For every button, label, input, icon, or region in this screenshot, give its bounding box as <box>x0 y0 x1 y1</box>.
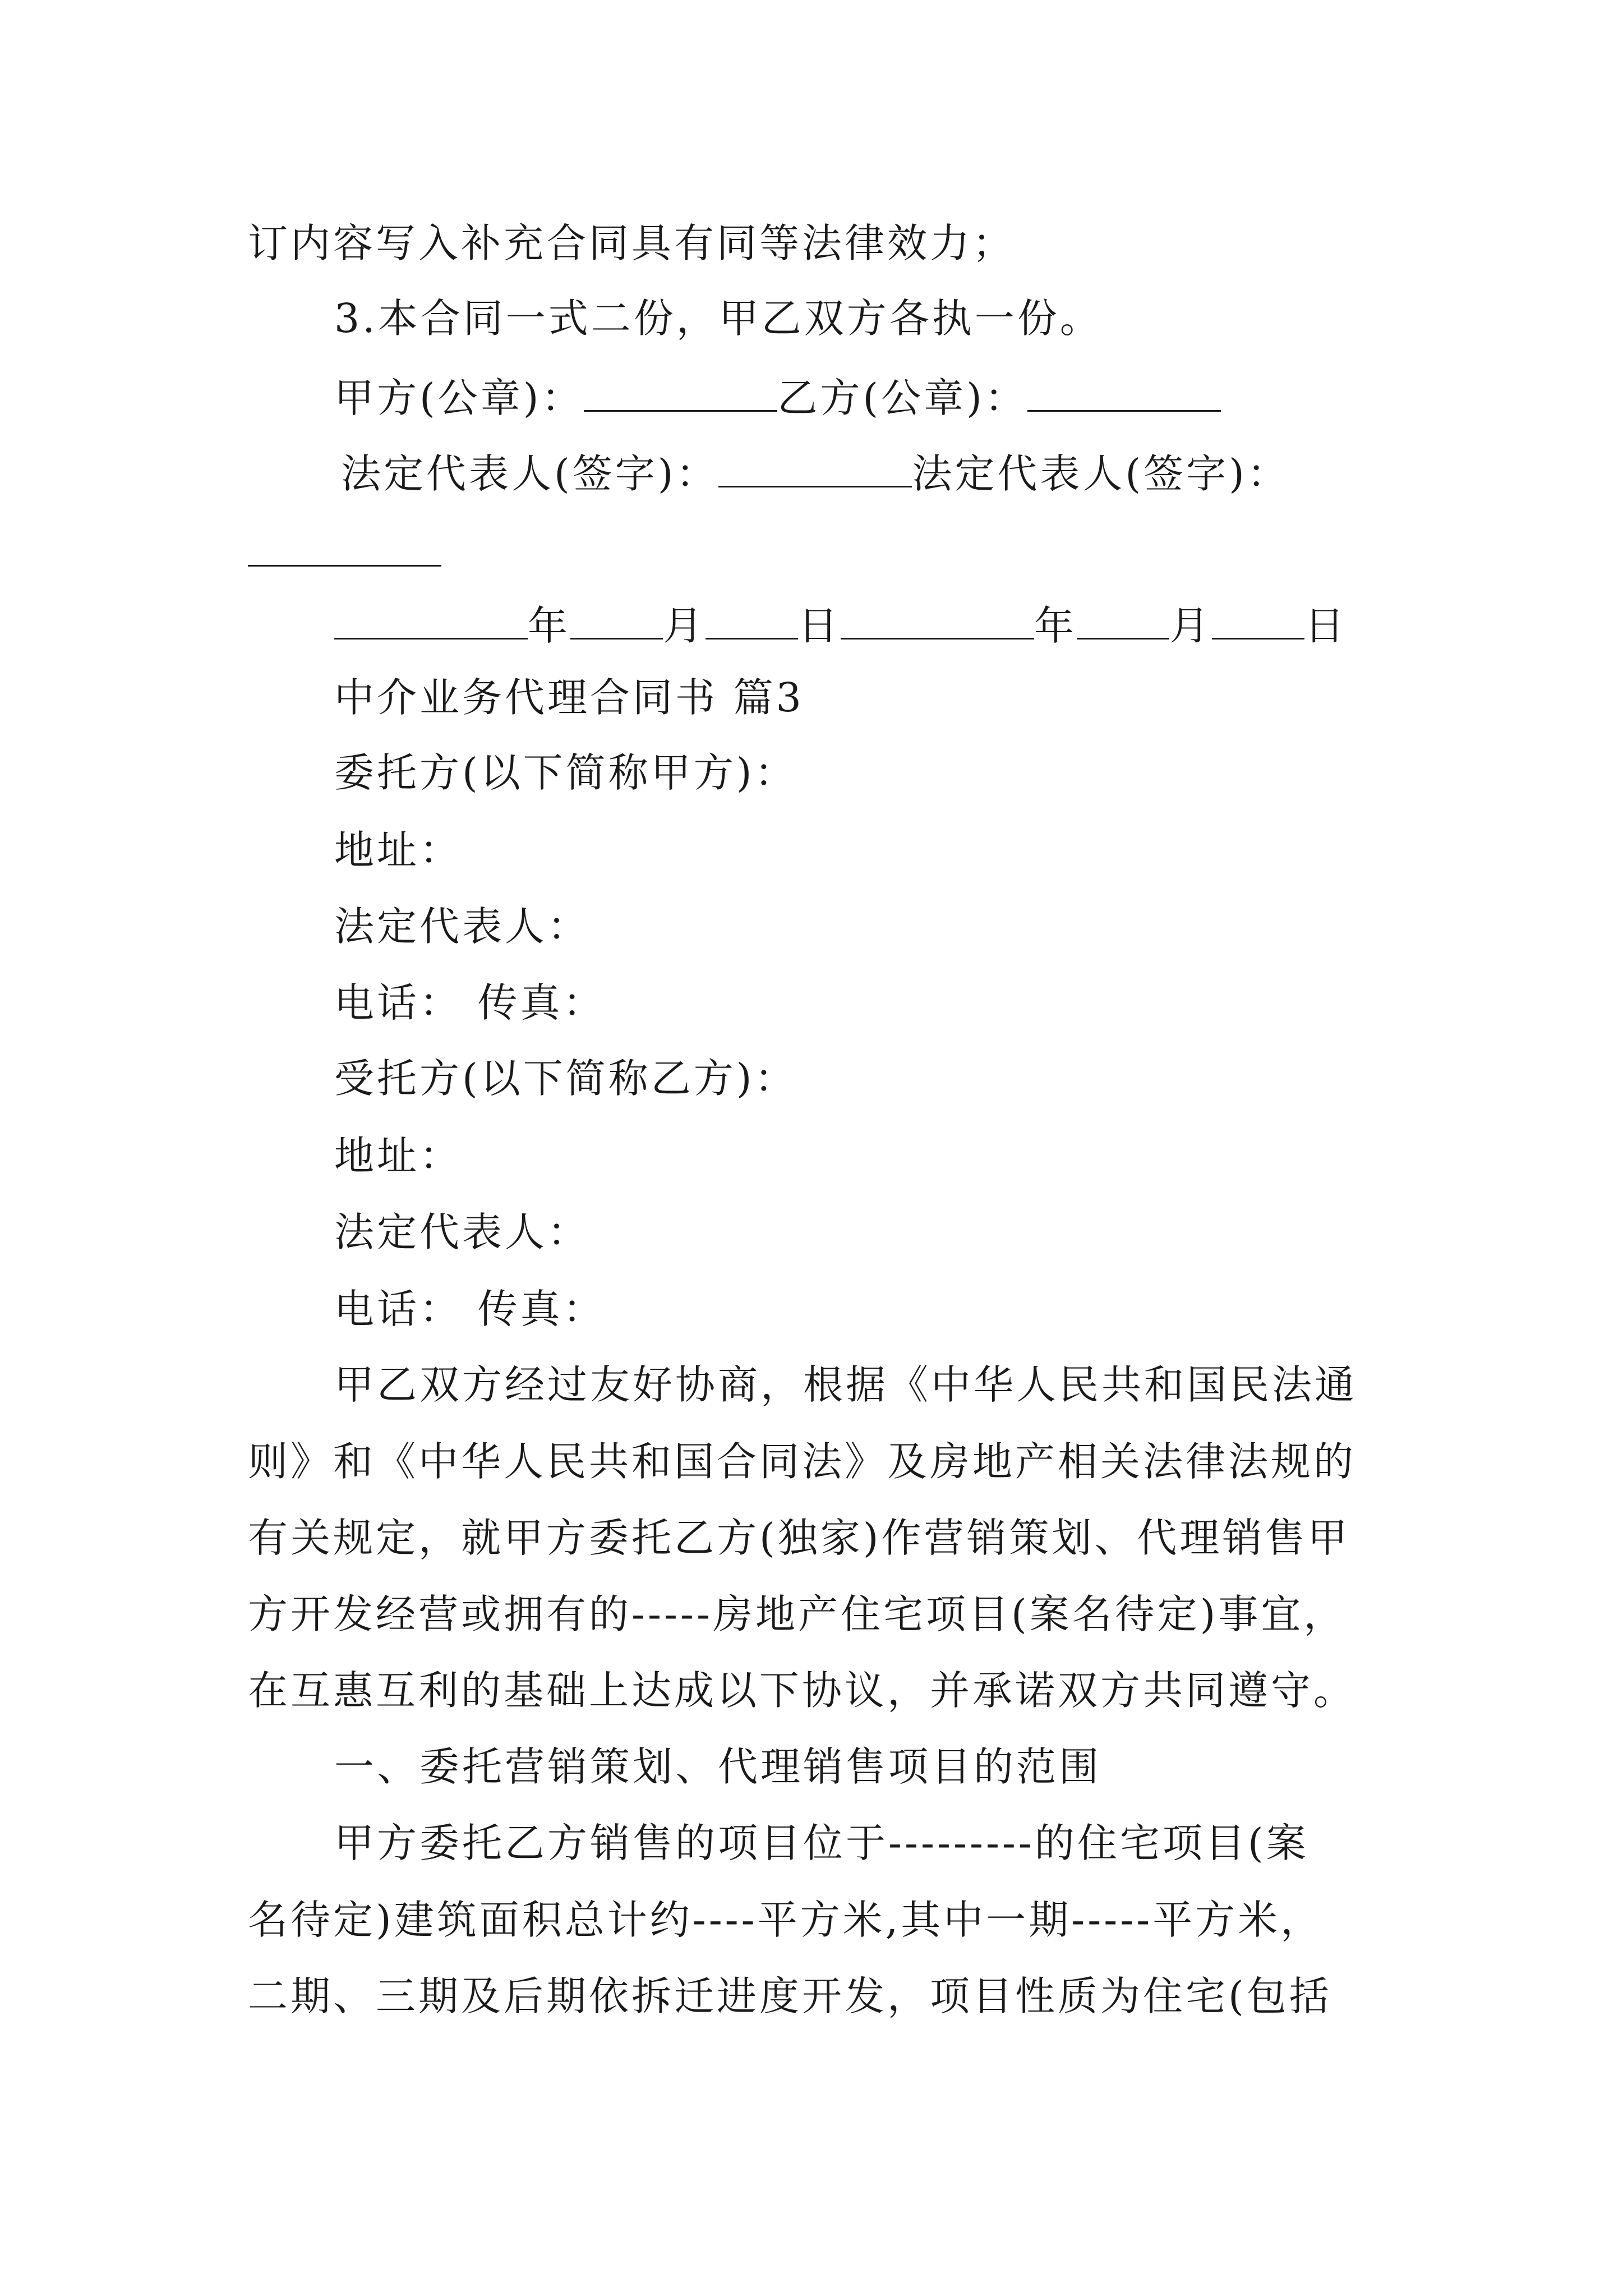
text-line: 3.本合同一式二份，甲乙双方各执一份。 <box>334 295 1103 342</box>
party-b-seal-label: 乙方(公章)： <box>777 374 1027 421</box>
date-line <box>334 602 1348 649</box>
text-line: 甲方委托乙方销售的项目位于---------的住宅项目(案 <box>334 1820 1309 1866</box>
text-line: 方开发经营或拥有的-----房地产住宅项目(案名待定)事宜， <box>248 1591 1347 1637</box>
text-line: 法定代表人： <box>334 1209 591 1255</box>
text-line: 订内容写入补充合同具有同等法律效力； <box>248 220 1016 266</box>
date-a-day-blank[interactable] <box>706 602 798 639</box>
text-line: 名待定)建筑面积总计约----平方米,其中一期-----平方米， <box>248 1897 1324 1943</box>
text-line: 地址： <box>334 1133 463 1179</box>
day-label: 日 <box>1304 602 1348 649</box>
date-b-day-blank[interactable] <box>1212 602 1304 639</box>
text-line: 二期、三期及后期依拆迁进度开发，项目性质为住宅(包括 <box>248 1973 1332 2019</box>
text-line: 电话： 传真： <box>334 1286 606 1332</box>
section-heading: 中介业务代理合同书 篇3 <box>334 674 804 721</box>
party-b-representative-label: 法定代表人(签字)： <box>912 450 1290 497</box>
year-label: 年 <box>1034 602 1077 649</box>
text-line: 委托方(以下简称甲方)： <box>334 749 797 796</box>
text-line: 受托方(以下简称乙方)： <box>334 1055 797 1102</box>
text-line: 在互惠互利的基础上达成以下协议，并承诺双方共同遵守。 <box>248 1667 1357 1714</box>
month-label: 月 <box>663 602 706 649</box>
year-label: 年 <box>528 602 571 649</box>
date-b-year-blank[interactable] <box>841 602 1034 639</box>
text-line: 则》和《中华人民共和国合同法》及房地产相关法律法规的 <box>248 1438 1357 1485</box>
party-b-seal-blank[interactable] <box>1027 374 1221 412</box>
text-line: 甲乙双方经过友好协商，根据《中华人民共和国民法通 <box>334 1361 1358 1408</box>
day-label: 日 <box>798 602 841 649</box>
section-heading: 一、委托营销策划、代理销售项目的范围 <box>334 1743 1102 1790</box>
text-line: 电话： 传真： <box>334 979 606 1026</box>
party-a-representative-blank[interactable] <box>718 450 912 487</box>
date-a-month-blank[interactable] <box>570 602 663 639</box>
party-a-seal-blank[interactable] <box>584 374 777 412</box>
party-a-representative-label: 法定代表人(签字)： <box>341 450 719 497</box>
date-b-month-blank[interactable] <box>1077 602 1169 639</box>
text-line: 地址： <box>334 827 463 873</box>
party-b-representative-blank[interactable] <box>248 565 441 567</box>
text-line: 有关规定，就甲方委托乙方(独家)作营销策划、代理销售甲 <box>248 1515 1350 1561</box>
signature-line-party-a-b-seal <box>334 374 1221 421</box>
text-line: 法定代表人： <box>334 903 591 950</box>
party-a-seal-label: 甲方(公章)： <box>334 374 584 421</box>
date-a-year-blank[interactable] <box>334 602 528 639</box>
month-label: 月 <box>1169 602 1212 649</box>
signature-line-representatives <box>341 450 1290 497</box>
